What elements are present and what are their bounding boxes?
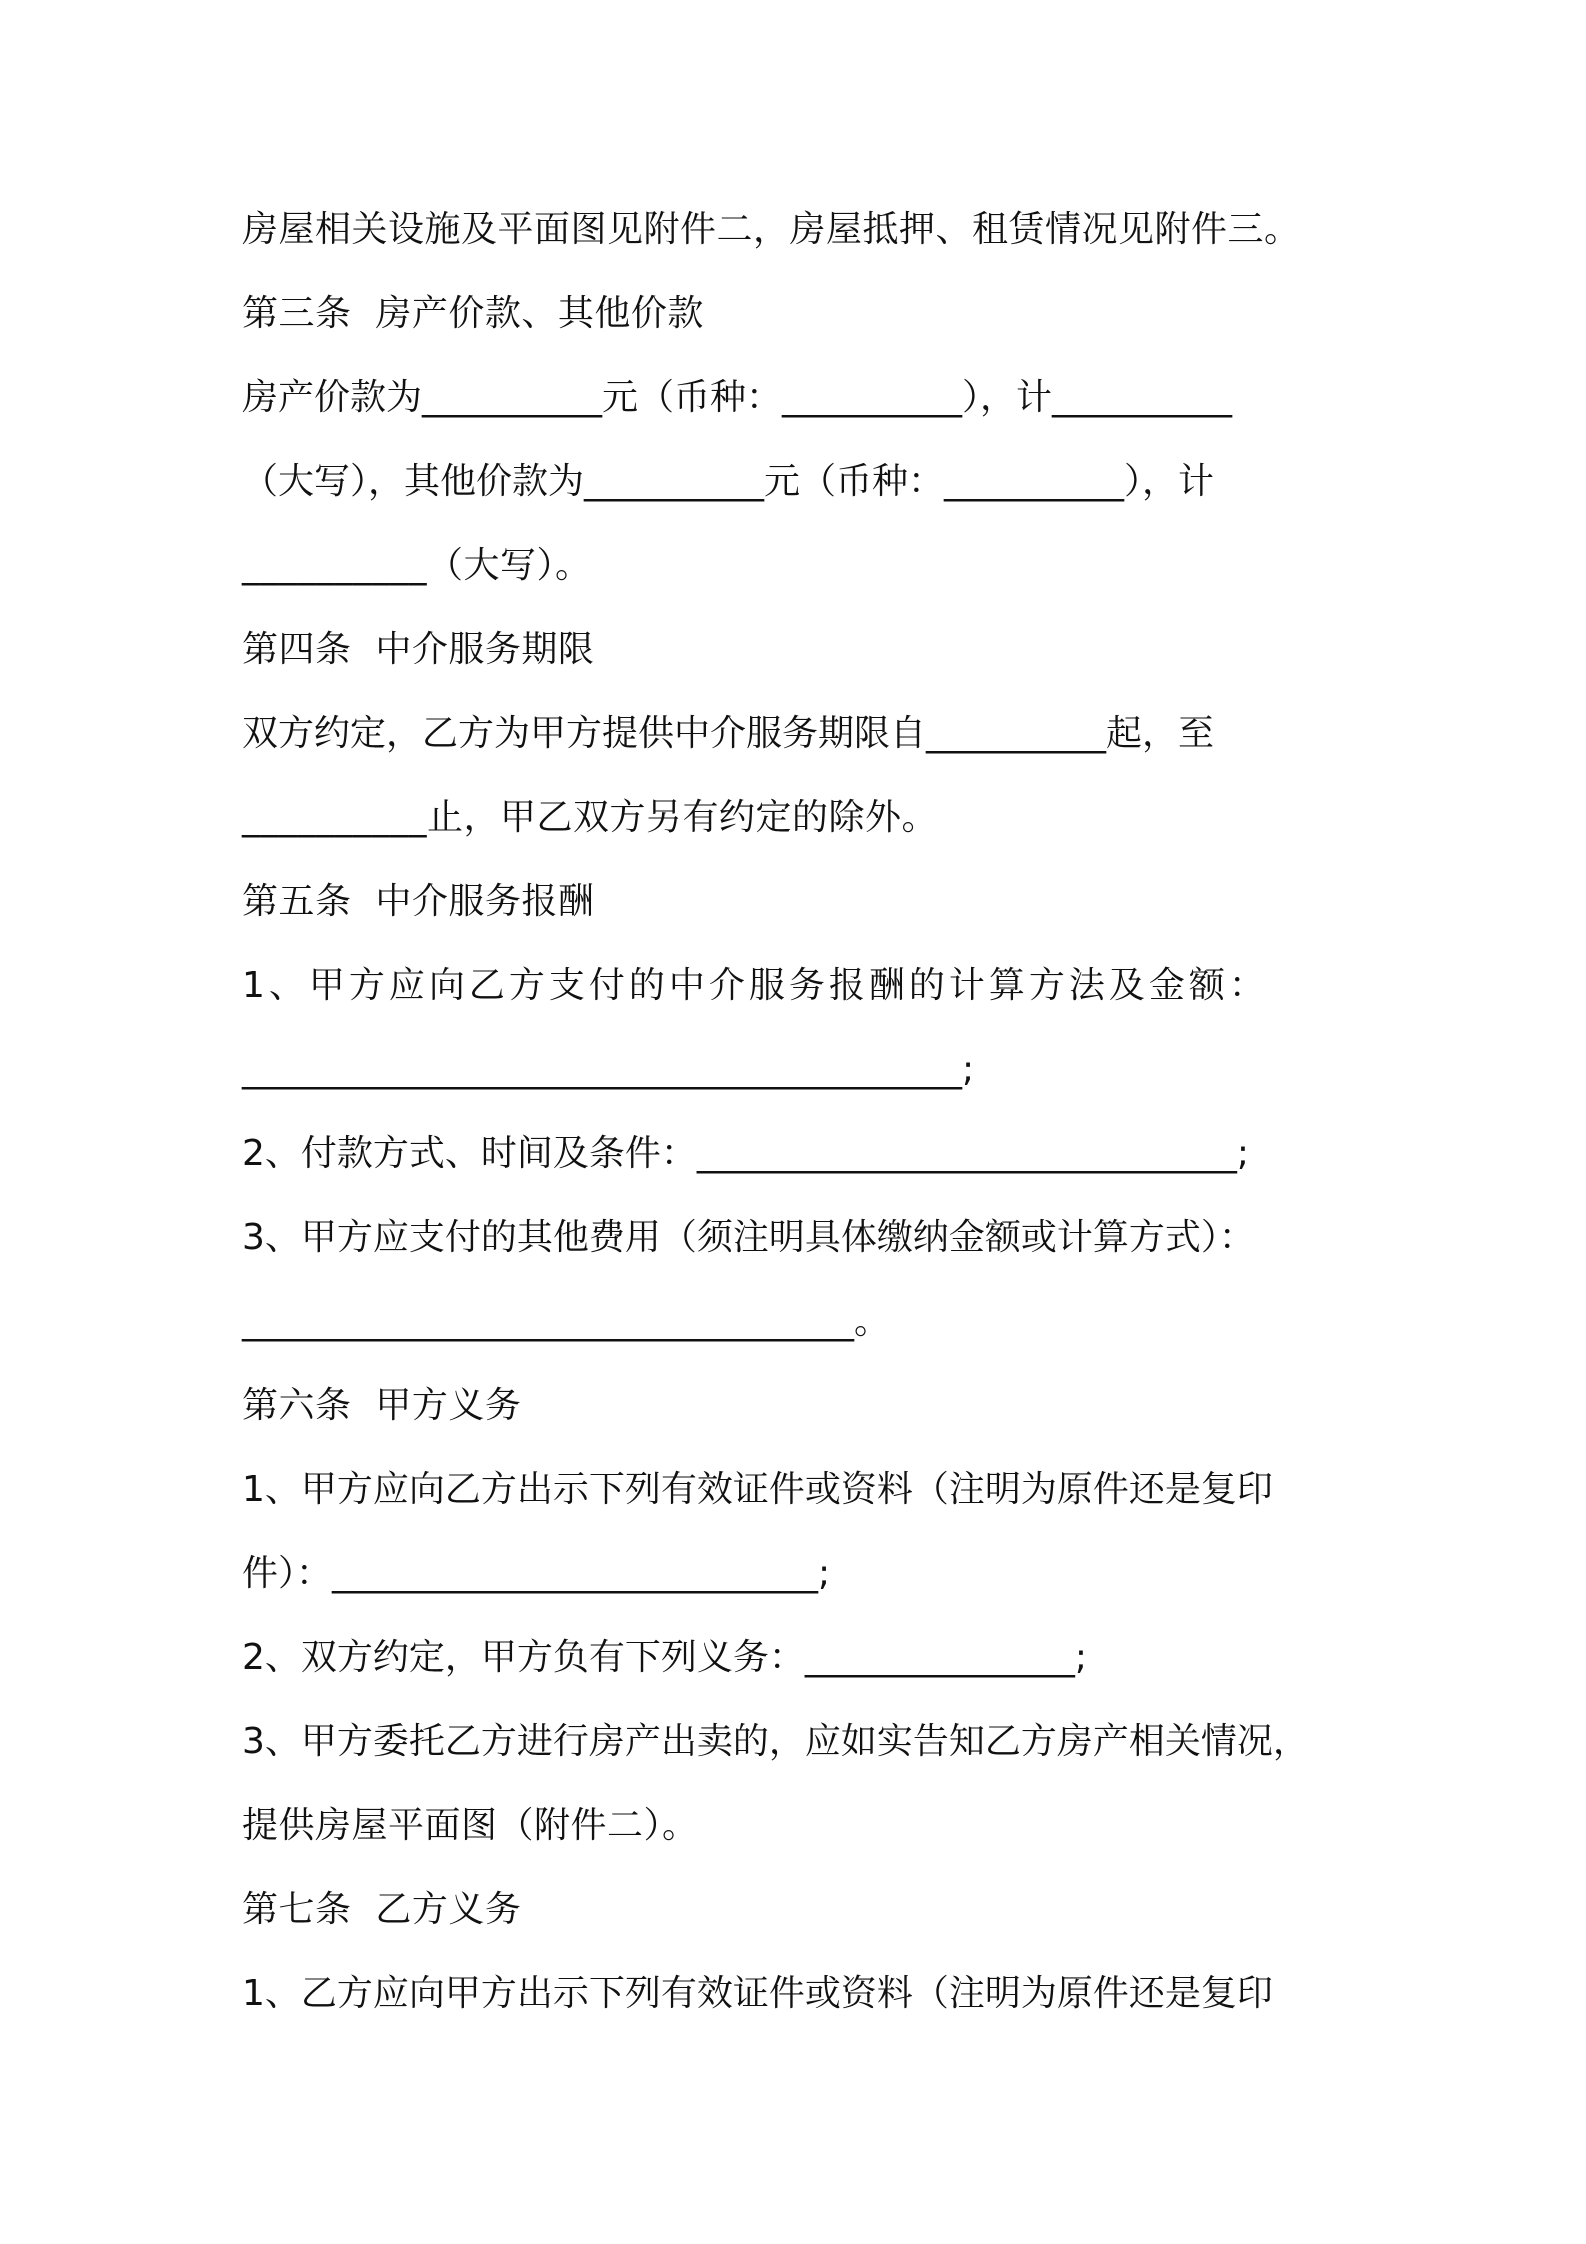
text-line: 1、甲方应向乙方支付的中介服务报酬的计算方法及金额： bbox=[242, 965, 1269, 1006]
blank-line: ________________________________________; bbox=[242, 1049, 975, 1090]
text-line: 3、甲方应支付的其他费用（须注明具体缴纳金额或计算方式）： bbox=[242, 1217, 1255, 1258]
text-line: 提供房屋平面图（附件二）。 bbox=[242, 1805, 699, 1846]
section-heading-4: 第四条 中介服务期限 bbox=[242, 629, 595, 670]
text-line: 1、甲方应向乙方出示下列有效证件或资料（注明为原件还是复印 bbox=[242, 1469, 1273, 1510]
section-heading-3: 第三条 房产价款、其他价款 bbox=[242, 293, 704, 334]
text-line: 房产价款为__________元（币种：__________），计__________ bbox=[242, 377, 1233, 418]
section-heading-5: 第五条 中介服务报酬 bbox=[242, 881, 595, 922]
text-line: 3、甲方委托乙方进行房产出卖的，应如实告知乙方房产相关情况， bbox=[242, 1721, 1309, 1762]
text-line: 2、双方约定，甲方负有下列义务：_______________; bbox=[242, 1637, 1088, 1678]
text-line: 2、付款方式、时间及条件：______________________________; bbox=[242, 1133, 1250, 1174]
text-line: （大写），其他价款为__________元（币种：__________），计 bbox=[242, 461, 1215, 502]
text-line: __________（大写）。 bbox=[242, 545, 592, 586]
section-heading-7: 第七条 乙方义务 bbox=[242, 1889, 522, 1930]
text-line: 房屋相关设施及平面图见附件二，房屋抵押、租赁情况见附件三。 bbox=[242, 209, 1301, 250]
text-line: 件）：___________________________; bbox=[242, 1553, 831, 1594]
text-line: 1、乙方应向甲方出示下列有效证件或资料（注明为原件还是复印 bbox=[242, 1973, 1273, 2014]
text-line: __________止，甲乙双方另有约定的除外。 bbox=[242, 797, 939, 838]
section-heading-6: 第六条 甲方义务 bbox=[242, 1385, 522, 1426]
text-line: 双方约定，乙方为甲方提供中介服务期限自__________起，至 bbox=[242, 713, 1215, 754]
blank-line: __________________________________。 bbox=[242, 1301, 890, 1342]
